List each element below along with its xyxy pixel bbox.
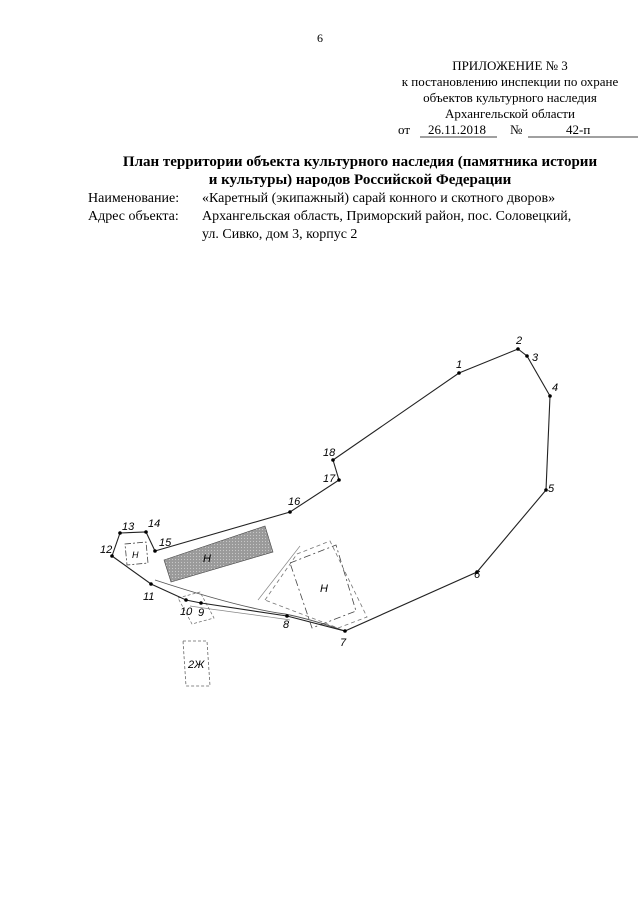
point-label: 17 — [323, 473, 336, 485]
address-label: Адрес объекта: — [88, 209, 179, 224]
boundary-point-marker — [337, 478, 341, 482]
boundary-point-marker — [199, 601, 203, 605]
boundary-point-markers — [110, 347, 552, 633]
date-prefix: от — [398, 122, 411, 137]
name-value: «Каретный (экипажный) сарай конного и скотного дворов» — [202, 191, 556, 206]
boundary-point-marker — [548, 394, 552, 398]
address-line-1: Архангельская область, Приморский район, пос. Соловецкий, — [202, 209, 572, 224]
point-label: 12 — [100, 544, 113, 556]
main-building-label: Н — [203, 553, 211, 565]
dashed-building-label: Н — [320, 583, 328, 595]
point-label: 18 — [323, 447, 336, 459]
plan-title-line-2: и культуры) народов Российской Федерации — [208, 172, 512, 188]
boundary-point-marker — [184, 598, 188, 602]
boundary-point-marker — [285, 614, 289, 618]
point-label: 5 — [548, 483, 555, 495]
point-label: 11 — [143, 591, 155, 603]
point-label: 3 — [532, 352, 539, 364]
appendix-line-2: объектов культурного наследия — [423, 90, 597, 105]
point-label: 2 — [516, 335, 523, 347]
small-building-label: Н — [132, 550, 139, 560]
point-label: 16 — [288, 496, 301, 508]
point-label: 6 — [474, 569, 481, 581]
boundary-point-marker — [149, 582, 153, 586]
appendix-number: 42-п — [566, 122, 591, 137]
appendix-line-1: к постановлению инспекции по охране — [401, 74, 619, 89]
territory-boundary — [112, 349, 550, 631]
main-building — [164, 526, 273, 582]
boundary-point-marker — [457, 371, 461, 375]
residential-building-label: 2Ж — [188, 659, 205, 671]
appendix-line-3: Архангельской области — [445, 106, 575, 121]
point-label: 7 — [340, 637, 347, 649]
point-label: 1 — [456, 359, 463, 371]
boundary-point-marker — [525, 354, 529, 358]
name-label: Наименование: — [88, 191, 180, 206]
point-label: 9 — [198, 607, 205, 619]
boundary-point-marker — [343, 629, 347, 633]
boundary-point-marker — [153, 549, 157, 553]
point-label: 8 — [283, 619, 290, 631]
appendix-date: 26.11.2018 — [428, 122, 487, 137]
plan-title-line-1: План территории объекта культурного наследия (памятника истории — [122, 154, 598, 170]
point-label: 15 — [159, 537, 172, 549]
point-label: 4 — [552, 382, 559, 394]
boundary-point-marker — [516, 347, 520, 351]
point-label: 10 — [180, 606, 193, 618]
inner-road-line-2 — [190, 606, 290, 620]
boundary-point-marker — [144, 530, 148, 534]
number-sign: № — [510, 122, 523, 137]
point-label: 13 — [122, 521, 135, 533]
address-line-2: ул. Сивко, дом 3, корпус 2 — [202, 227, 358, 242]
page-number: 6 — [317, 31, 323, 45]
point-label: 14 — [148, 518, 161, 530]
boundary-point-marker — [288, 510, 292, 514]
appendix-title: ПРИЛОЖЕНИЕ № 3 — [452, 58, 568, 73]
